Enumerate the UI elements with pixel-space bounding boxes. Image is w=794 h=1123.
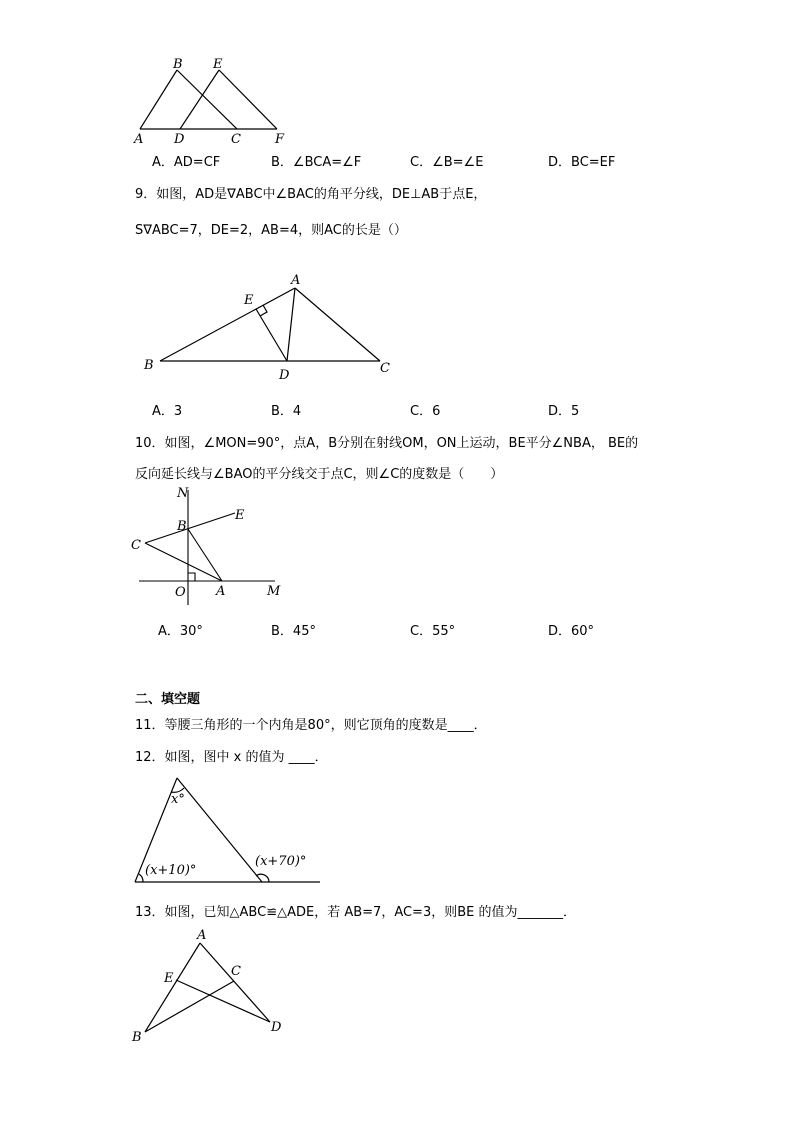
q8-label-F: F — [275, 132, 285, 147]
q9-label-E: E — [244, 293, 254, 308]
q9-figure — [140, 268, 400, 383]
q13-label-E: E — [164, 971, 174, 986]
q9-option-b[interactable]: B．4 — [271, 404, 302, 419]
q10-option-a[interactable]: A．30° — [158, 624, 203, 639]
q10-option-b[interactable]: B．45° — [271, 624, 316, 639]
q10-option-d[interactable]: D．60° — [548, 624, 595, 639]
q8-option-a[interactable]: A．AD=CF — [152, 155, 221, 170]
q10-label-M: M — [267, 584, 281, 599]
q10-label-A: A — [216, 584, 226, 599]
q10-line-2: 反向延长线与∠BAO的平分线交于点C，则∠C的度数是（ ） — [135, 467, 504, 482]
q12-figure — [125, 770, 325, 890]
q9-line-1: 9．如图，AD是∇ABC中∠BAC的角平分线，DE⊥AB于点E， — [135, 187, 487, 202]
q12-label-left-angle: (x+10)° — [145, 863, 197, 878]
q8-option-c[interactable]: C．∠B=∠E — [410, 155, 484, 170]
q10-label-O: O — [175, 585, 186, 600]
q8-option-d[interactable]: D．BC=EF — [548, 155, 616, 170]
q13-label-D: D — [271, 1020, 282, 1035]
q13-label-A: A — [197, 928, 207, 943]
q10-label-N: N — [177, 486, 189, 501]
q9-option-a[interactable]: A．3 — [152, 404, 183, 419]
q9-option-c[interactable]: C．6 — [410, 404, 441, 419]
q10-line-1: 10．如图，∠MON=90°，点A，B分别在射线OM，ON上运动，BE平分∠NBA， BE的 — [135, 436, 639, 451]
q8-label-B: B — [173, 57, 183, 72]
q13-label-B: B — [132, 1030, 142, 1045]
q13-label-C: C — [231, 964, 241, 979]
q8-label-A: A — [134, 132, 144, 147]
q13-text: 13．如图，已知△ABC≌△ADE，若 AB=7，AC=3，则BE 的值为_______． — [135, 905, 576, 920]
section-title: 二、填空题 — [135, 692, 201, 707]
q8-option-b[interactable]: B．∠BCA=∠F — [271, 155, 362, 170]
q8-figure — [125, 55, 305, 150]
q12-label-x: x° — [171, 792, 185, 807]
q8-label-C: C — [231, 132, 241, 147]
q9-label-B: B — [144, 358, 154, 373]
q11-text: 11．等腰三角形的一个内角是80°，则它顶角的度数是____． — [135, 718, 487, 733]
q9-label-A: A — [291, 273, 301, 288]
q13-figure — [128, 925, 298, 1050]
q10-label-E: E — [235, 508, 245, 523]
q12-text: 12．如图，图中 x 的值为 ____． — [135, 750, 328, 765]
q9-line-2: S∇ABC=7，DE=2，AB=4，则AC的长是（） — [135, 223, 407, 238]
q10-figure — [125, 485, 295, 605]
q10-option-c[interactable]: C．55° — [410, 624, 456, 639]
q9-option-d[interactable]: D．5 — [548, 404, 580, 419]
q8-label-E: E — [213, 57, 223, 72]
q9-label-D: D — [279, 368, 290, 383]
q12-label-exterior-angle: (x+70)° — [255, 854, 307, 869]
q10-label-C: C — [131, 538, 141, 553]
q10-label-B: B — [177, 519, 187, 534]
q8-label-D: D — [174, 132, 185, 147]
q9-label-C: C — [380, 361, 390, 376]
